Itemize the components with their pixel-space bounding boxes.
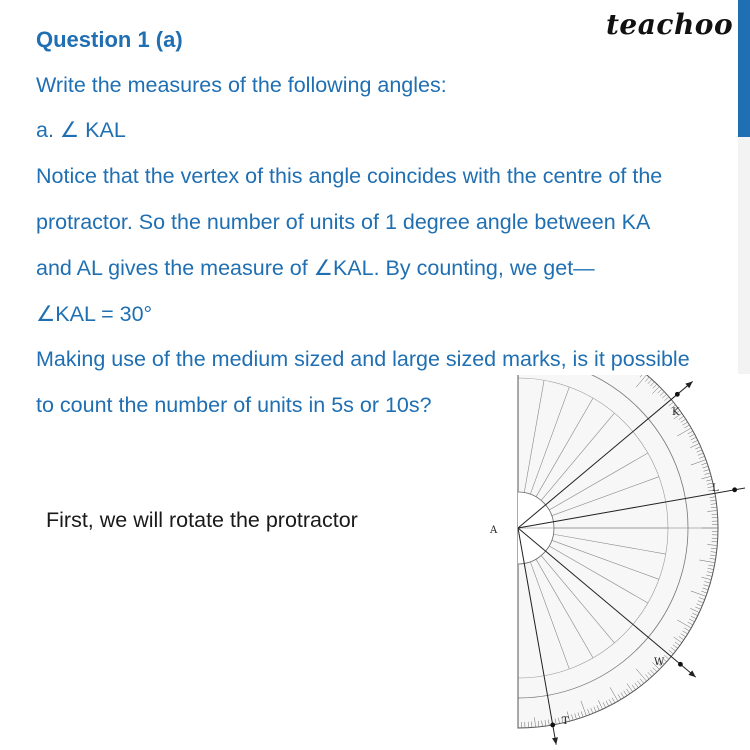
question-title: Question 1 (a): [36, 27, 183, 52]
vertex-label: A: [490, 525, 498, 536]
question-line: protractor. So the number of units of 1 degree angle between KA: [36, 210, 651, 234]
question-line: a. ∠ KAL: [36, 118, 126, 142]
point-k: [675, 392, 680, 397]
point-t: [550, 723, 555, 728]
teachoo-logo: teachoo: [606, 8, 734, 41]
protractor: [518, 375, 718, 728]
question-line: and AL gives the measure of ∠KAL. By counting, we get—: [36, 256, 595, 280]
angle-answer: ∠KAL = 30°: [36, 302, 153, 326]
arrowhead-t: [552, 737, 558, 744]
scrollbar-track[interactable]: [738, 137, 750, 374]
point-label-l: L: [712, 483, 719, 494]
point-label-t: T: [562, 716, 569, 727]
question-line: to count the number of units in 5s or 10s?: [36, 393, 432, 417]
scrollbar-thumb[interactable]: [738, 0, 750, 137]
question-line: Notice that the vertex of this angle coincides with the centre of the: [36, 164, 663, 188]
question-line: Write the measures of the following angles:: [36, 73, 447, 97]
question-line: Making use of the medium sized and large sized marks, is it possible: [36, 347, 690, 371]
protractor-figure: [470, 375, 745, 747]
point-label-k: K: [672, 407, 680, 418]
step-text: First, we will rotate the protractor: [46, 508, 358, 532]
point-w: [678, 662, 683, 667]
point-label-w: W: [654, 657, 665, 668]
point-l: [732, 487, 737, 492]
